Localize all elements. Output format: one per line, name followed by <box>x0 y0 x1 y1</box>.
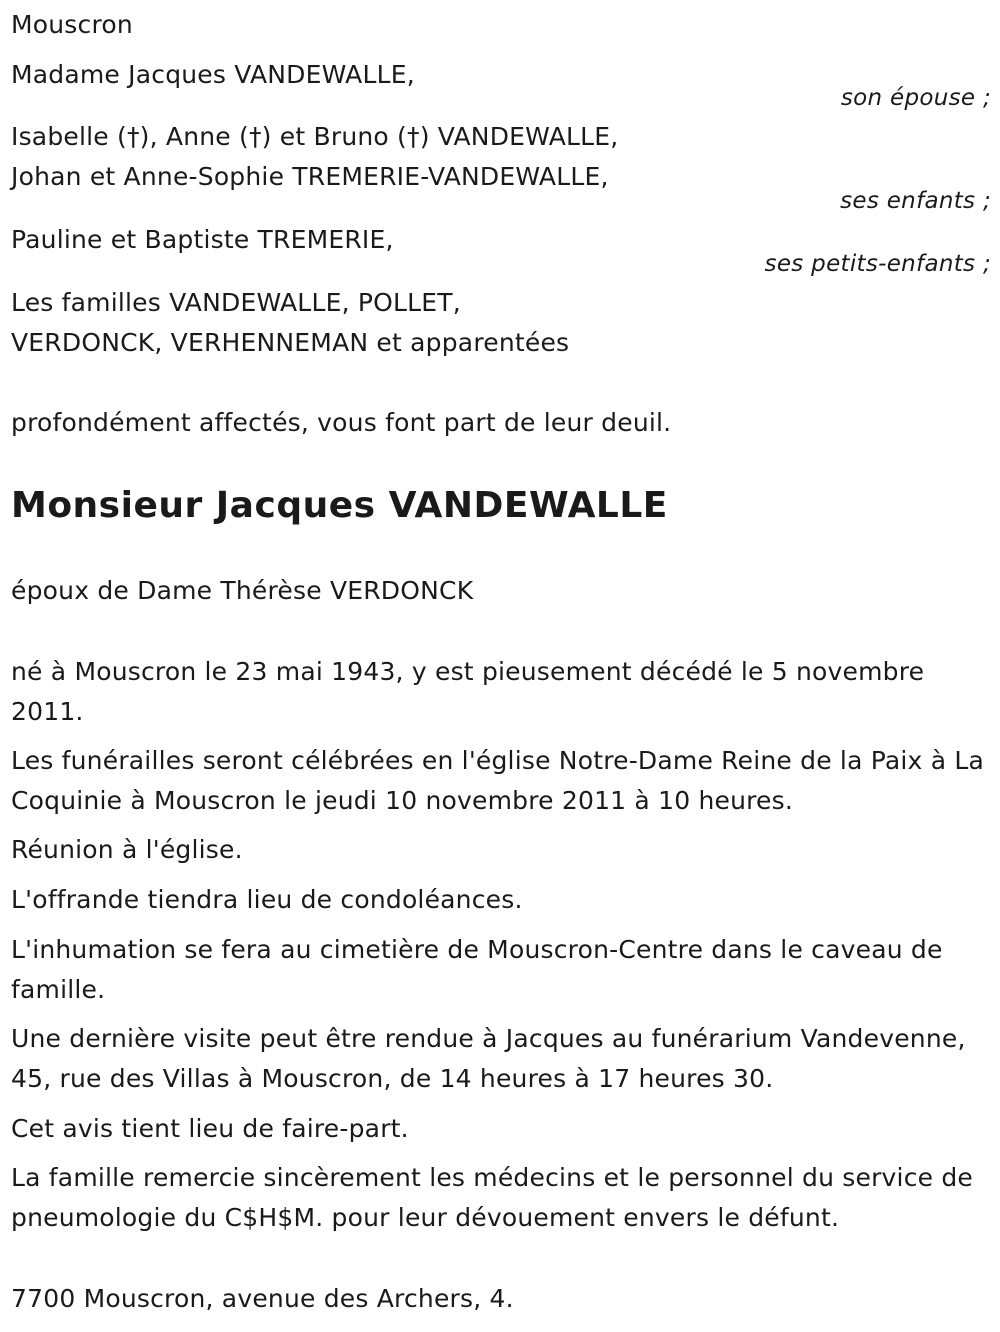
spouse-line: Madame Jacques VANDEWALLE, <box>11 60 415 89</box>
families-line-2: VERDONCK, VERHENNEMAN et apparentées <box>11 328 570 357</box>
visit-paragraph: Une dernière visite peut être rendue à Jacques au funérarium Vandevenne, 45, rue des Villas à Mouscron, de 14 heures à 17 heures 30. <box>11 1024 966 1093</box>
notice-paragraph: Cet avis tient lieu de faire-part. <box>11 1114 409 1143</box>
grandchildren-role: ses petits-enfants ; <box>764 251 991 277</box>
spouse-role: son épouse ; <box>840 85 991 111</box>
spouse-of-line: époux de Dame Thérèse VERDONCK <box>11 576 474 605</box>
birth-death-paragraph: né à Mouscron le 23 mai 1943, y est pieusement décédé le 5 novembre 2011. <box>11 657 925 726</box>
grandchildren-line: Pauline et Baptiste TREMERIE, <box>11 225 394 254</box>
families-line-1: Les familles VANDEWALLE, POLLET, <box>11 288 461 317</box>
thanks-paragraph: La famille remercie sincèrement les médecins et le personnel du service de pneumologie du C$H$M. pour leur dévouement envers le défunt. <box>11 1163 974 1232</box>
city-heading: Mouscron <box>11 10 133 39</box>
children-role: ses enfants ; <box>840 188 991 214</box>
children-line-1: Isabelle (†), Anne (†) et Bruno (†) VANDEWALLE, <box>11 122 619 151</box>
address-line: 7700 Mouscron, avenue des Archers, 4. <box>11 1284 514 1313</box>
deceased-name: Monsieur Jacques VANDEWALLE <box>11 485 668 526</box>
children-line-2: Johan et Anne-Sophie TREMERIE-VANDEWALLE, <box>11 162 609 191</box>
funeral-paragraph: Les funérailles seront célébrées en l'église Notre-Dame Reine de la Paix à La Coquinie à Mouscron le jeudi 10 novembre 2011 à 10 heures. <box>11 746 985 815</box>
burial-paragraph: L'inhumation se fera au cimetière de Mouscron-Centre dans le caveau de famille. <box>11 935 943 1004</box>
closing-line: profondément affectés, vous font part de leur deuil. <box>11 408 672 437</box>
offering-paragraph: L'offrande tiendra lieu de condoléances. <box>11 885 523 914</box>
meeting-paragraph: Réunion à l'église. <box>11 835 243 864</box>
